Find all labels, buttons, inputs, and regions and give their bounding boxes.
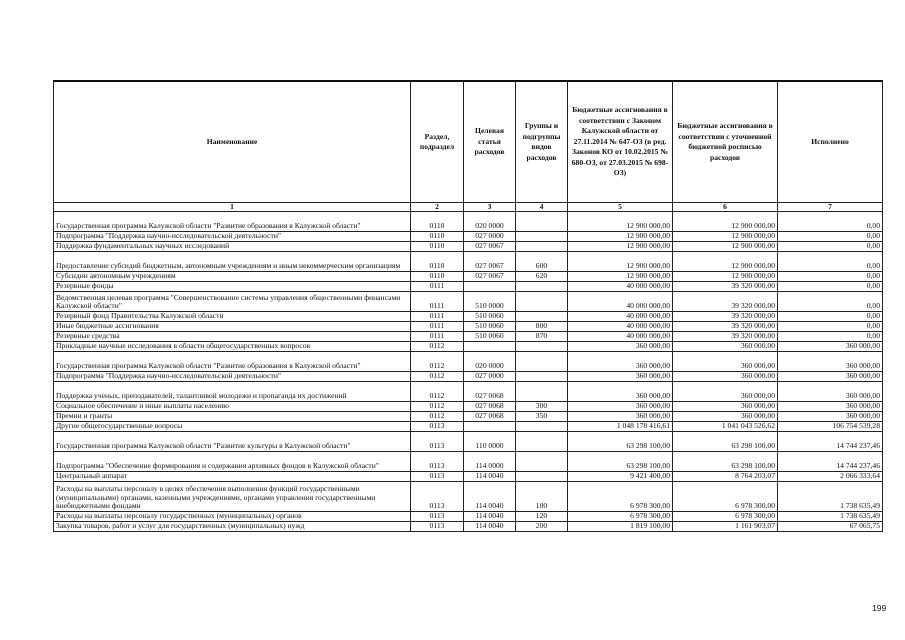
row-group <box>516 282 568 292</box>
row-target <box>464 422 516 432</box>
row-refined-amount: 39 320 000,00 <box>673 322 778 332</box>
table-row <box>54 232 883 242</box>
row-executed-amount: 0,00 <box>778 212 883 232</box>
row-executed-amount: 0,00 <box>778 332 883 342</box>
table-body <box>54 212 883 532</box>
row-law-amount: 360 000,00 <box>568 342 673 352</box>
row-law-amount: 63 298 100,00 <box>568 432 673 452</box>
table-row <box>54 292 883 312</box>
row-law-amount: 360 000,00 <box>568 412 673 422</box>
row-name: Субсидии автономным учреждениям <box>54 272 411 282</box>
row-group <box>516 292 568 312</box>
row-law-amount: 1 819 100,00 <box>568 522 673 532</box>
row-section: 0110 <box>411 232 464 242</box>
row-law-amount: 12 900 000,00 <box>568 272 673 282</box>
row-law-amount: 12 900 000,00 <box>568 252 673 272</box>
row-name: Центральный аппарат <box>54 472 411 482</box>
table-row <box>54 472 883 482</box>
row-target: 027 0067 <box>464 242 516 252</box>
row-target: 027 0067 <box>464 272 516 282</box>
row-section: 0112 <box>411 402 464 412</box>
row-section: 0110 <box>411 272 464 282</box>
row-law-amount: 40 000 000,00 <box>568 322 673 332</box>
row-refined-amount: 6 978 300,00 <box>673 482 778 512</box>
column-number: 1 <box>54 203 411 212</box>
row-refined-amount: 39 320 000,00 <box>673 312 778 322</box>
table-row <box>54 242 883 252</box>
table-row <box>54 212 883 232</box>
table-row <box>54 522 883 532</box>
row-refined-amount: 39 320 000,00 <box>673 332 778 342</box>
row-target: 027 0068 <box>464 412 516 422</box>
header-executed: Исполнено <box>778 81 883 203</box>
row-executed-amount: 360 000,00 <box>778 352 883 372</box>
row-name: Резервные фонды <box>54 282 411 292</box>
column-number: 3 <box>464 203 516 212</box>
row-target: 114 0040 <box>464 482 516 512</box>
row-group <box>516 372 568 382</box>
table-row <box>54 512 883 522</box>
table-row <box>54 482 883 512</box>
row-executed-amount: 0,00 <box>778 252 883 272</box>
row-law-amount: 40 000 000,00 <box>568 332 673 342</box>
header-groups: Группы и подгруппы видов расходов <box>516 81 568 203</box>
row-refined-amount: 360 000,00 <box>673 342 778 352</box>
row-law-amount: 40 000 000,00 <box>568 282 673 292</box>
row-section: 0110 <box>411 212 464 232</box>
row-name: Прикладные научные исследования в области общегосударственных вопросов <box>54 342 411 352</box>
row-executed-amount: 14 744 237,46 <box>778 452 883 472</box>
row-section: 0113 <box>411 522 464 532</box>
row-group: 120 <box>516 512 568 522</box>
row-section: 0113 <box>411 452 464 472</box>
row-target: 510 0060 <box>464 322 516 332</box>
column-number: 7 <box>778 203 883 212</box>
row-section: 0112 <box>411 352 464 372</box>
row-refined-amount: 63 298 100,00 <box>673 452 778 472</box>
column-number-row <box>54 203 883 212</box>
row-name: Расходы на выплаты персоналу государственных (муниципальных) органов <box>54 512 411 522</box>
table-row <box>54 342 883 352</box>
row-name: Государственная программа Калужской области "Развитие культуры в Калужской области" <box>54 432 411 452</box>
row-target: 027 0000 <box>464 372 516 382</box>
row-executed-amount: 360 000,00 <box>778 412 883 422</box>
row-section: 0111 <box>411 312 464 322</box>
table-row <box>54 432 883 452</box>
row-executed-amount: 0,00 <box>778 242 883 252</box>
column-number: 4 <box>516 203 568 212</box>
table-row <box>54 402 883 412</box>
row-section: 0113 <box>411 472 464 482</box>
row-law-amount: 9 421 400,00 <box>568 472 673 482</box>
row-section: 0110 <box>411 252 464 272</box>
row-group: 350 <box>516 412 568 422</box>
row-law-amount: 12 900 000,00 <box>568 232 673 242</box>
row-executed-amount: 360 000,00 <box>778 402 883 412</box>
row-target: 027 0000 <box>464 232 516 242</box>
row-refined-amount: 1 161 903,07 <box>673 522 778 532</box>
row-section: 0111 <box>411 322 464 332</box>
row-group: 200 <box>516 522 568 532</box>
row-name: Государственная программа Калужской области "Развитие образования в Калужской области" <box>54 212 411 232</box>
row-group: 600 <box>516 252 568 272</box>
row-target: 114 0040 <box>464 522 516 532</box>
table-row <box>54 352 883 372</box>
row-group <box>516 452 568 472</box>
header-section: Раздел, подраздел <box>411 81 464 203</box>
row-refined-amount: 360 000,00 <box>673 372 778 382</box>
table-row <box>54 372 883 382</box>
row-refined-amount: 1 041 043 526,62 <box>673 422 778 432</box>
row-refined-amount: 360 000,00 <box>673 352 778 372</box>
column-number: 2 <box>411 203 464 212</box>
row-target: 020 0000 <box>464 352 516 372</box>
row-group: 300 <box>516 402 568 412</box>
row-target: 020 0000 <box>464 212 516 232</box>
row-name: Подпрограмма "Обеспечение формирования и содержания архивных фондов в Калужской области" <box>54 452 411 472</box>
row-refined-amount: 12 900 000,00 <box>673 242 778 252</box>
row-refined-amount: 12 900 000,00 <box>673 252 778 272</box>
row-section: 0111 <box>411 292 464 312</box>
row-refined-amount: 360 000,00 <box>673 382 778 402</box>
row-name: Предоставление субсидий бюджетным, автономным учреждениям и иным некоммерческим организациям <box>54 252 411 272</box>
row-section: 0112 <box>411 412 464 422</box>
row-group <box>516 352 568 372</box>
row-executed-amount: 0,00 <box>778 322 883 332</box>
row-name: Подпрограмма "Поддержка научно-исследовательской деятельности" <box>54 232 411 242</box>
row-target: 114 0040 <box>464 472 516 482</box>
row-section: 0112 <box>411 372 464 382</box>
row-section: 0113 <box>411 432 464 452</box>
row-target <box>464 282 516 292</box>
row-section: 0111 <box>411 282 464 292</box>
row-group: 100 <box>516 482 568 512</box>
row-target: 510 0060 <box>464 312 516 322</box>
table-row <box>54 272 883 282</box>
header-target: Целевая статья расходов <box>464 81 516 203</box>
row-law-amount: 1 048 178 416,61 <box>568 422 673 432</box>
row-group: 800 <box>516 322 568 332</box>
row-name: Другие общегосударственные вопросы <box>54 422 411 432</box>
row-group <box>516 472 568 482</box>
row-law-amount: 40 000 000,00 <box>568 292 673 312</box>
row-name: Подпрограмма "Поддержка научно-исследовательской деятельности" <box>54 372 411 382</box>
row-refined-amount: 39 320 000,00 <box>673 292 778 312</box>
row-executed-amount: 360 000,00 <box>778 372 883 382</box>
row-group <box>516 432 568 452</box>
row-law-amount: 360 000,00 <box>568 372 673 382</box>
header-law: Бюджетные ассигнования в соответствии с Законом Калужской области от 27.11.2014 № 647-ОЗ (в ред. Законов КО от 10.02.2015 № 680-ОЗ, от 27.03.2015 № 698-ОЗ) <box>568 81 673 203</box>
row-target: 114 0040 <box>464 512 516 522</box>
row-target: 510 0060 <box>464 332 516 342</box>
row-section: 0113 <box>411 482 464 512</box>
row-refined-amount: 63 298 100,00 <box>673 432 778 452</box>
row-section: 0113 <box>411 512 464 522</box>
table-row <box>54 422 883 432</box>
row-group <box>516 312 568 322</box>
row-refined-amount: 12 900 000,00 <box>673 232 778 242</box>
table-row <box>54 312 883 322</box>
row-refined-amount: 12 900 000,00 <box>673 272 778 282</box>
row-group <box>516 212 568 232</box>
row-refined-amount: 39 320 000,00 <box>673 282 778 292</box>
row-section: 0112 <box>411 342 464 352</box>
row-section: 0113 <box>411 422 464 432</box>
row-group: 620 <box>516 272 568 282</box>
row-law-amount: 360 000,00 <box>568 352 673 372</box>
row-group <box>516 382 568 402</box>
table-row <box>54 282 883 292</box>
row-law-amount: 360 000,00 <box>568 402 673 412</box>
table-row <box>54 412 883 422</box>
row-section: 0111 <box>411 332 464 342</box>
row-name: Расходы на выплаты персоналу в целях обеспечения выполнения функций государственными (муниципальными) органами, казенными учреждениями, органами управления государственными внебюджетными фондами <box>54 482 411 512</box>
column-number: 5 <box>568 203 673 212</box>
row-target: 027 0068 <box>464 402 516 412</box>
row-name: Ведомственная целевая программа "Совершенствование системы управления общественными финансами Калужской области" <box>54 292 411 312</box>
row-group <box>516 242 568 252</box>
row-target: 510 0000 <box>464 292 516 312</box>
row-name: Резервные средства <box>54 332 411 342</box>
row-target <box>464 342 516 352</box>
row-name: Резервный фонд Правительства Калужской области <box>54 312 411 322</box>
row-target: 027 0068 <box>464 382 516 402</box>
budget-table <box>53 80 883 532</box>
row-law-amount: 12 900 000,00 <box>568 212 673 232</box>
row-executed-amount: 1 738 635,49 <box>778 482 883 512</box>
table-row <box>54 452 883 472</box>
row-group: 870 <box>516 332 568 342</box>
column-number: 6 <box>673 203 778 212</box>
header-refined: Бюджетные ассигнования в соответствии с уточненной бюджетной росписью расходов <box>673 81 778 203</box>
table-row <box>54 332 883 342</box>
row-group <box>516 422 568 432</box>
row-section: 0110 <box>411 242 464 252</box>
row-executed-amount: 67 065,75 <box>778 522 883 532</box>
table-header <box>54 81 883 212</box>
row-name: Иные бюджетные ассигнования <box>54 322 411 332</box>
row-target: 110 0000 <box>464 432 516 452</box>
row-target: 114 0000 <box>464 452 516 472</box>
row-law-amount: 12 900 000,00 <box>568 242 673 252</box>
table-row <box>54 322 883 332</box>
page-number: 199 <box>872 603 887 613</box>
row-name: Государственная программа Калужской области "Развитие образования в Калужской области" <box>54 352 411 372</box>
row-law-amount: 6 978 300,00 <box>568 482 673 512</box>
row-law-amount: 6 978 300,00 <box>568 512 673 522</box>
table-row <box>54 252 883 272</box>
row-executed-amount: 1 738 635,49 <box>778 512 883 522</box>
row-name: Поддержка фундаментальных научных исследований <box>54 242 411 252</box>
row-section: 0112 <box>411 382 464 402</box>
row-name: Премии и гранты <box>54 412 411 422</box>
row-executed-amount: 14 744 237,46 <box>778 432 883 452</box>
row-group <box>516 232 568 242</box>
row-refined-amount: 12 900 000,00 <box>673 212 778 232</box>
row-executed-amount: 360 000,00 <box>778 342 883 352</box>
row-executed-amount: 106 754 539,28 <box>778 422 883 432</box>
row-executed-amount: 0,00 <box>778 272 883 282</box>
row-target: 027 0067 <box>464 252 516 272</box>
row-refined-amount: 8 764 203,07 <box>673 472 778 482</box>
row-law-amount: 40 000 000,00 <box>568 312 673 322</box>
row-law-amount: 63 298 100,00 <box>568 452 673 472</box>
row-law-amount: 360 000,00 <box>568 382 673 402</box>
row-name: Поддержка ученых, преподавателей, талантливой молодежи и пропаганда их достижений <box>54 382 411 402</box>
header-name: Наименование <box>54 81 411 203</box>
row-executed-amount: 0,00 <box>778 292 883 312</box>
row-name: Закупка товаров, работ и услуг для государственных (муниципальных) нужд <box>54 522 411 532</box>
row-refined-amount: 360 000,00 <box>673 412 778 422</box>
row-executed-amount: 0,00 <box>778 282 883 292</box>
row-group <box>516 342 568 352</box>
table-row <box>54 382 883 402</box>
row-refined-amount: 360 000,00 <box>673 402 778 412</box>
row-executed-amount: 360 000,00 <box>778 382 883 402</box>
row-executed-amount: 0,00 <box>778 232 883 242</box>
row-executed-amount: 2 066 333,64 <box>778 472 883 482</box>
row-executed-amount: 0,00 <box>778 312 883 322</box>
row-refined-amount: 6 978 300,00 <box>673 512 778 522</box>
row-name: Социальное обеспечение и иные выплаты населению <box>54 402 411 412</box>
